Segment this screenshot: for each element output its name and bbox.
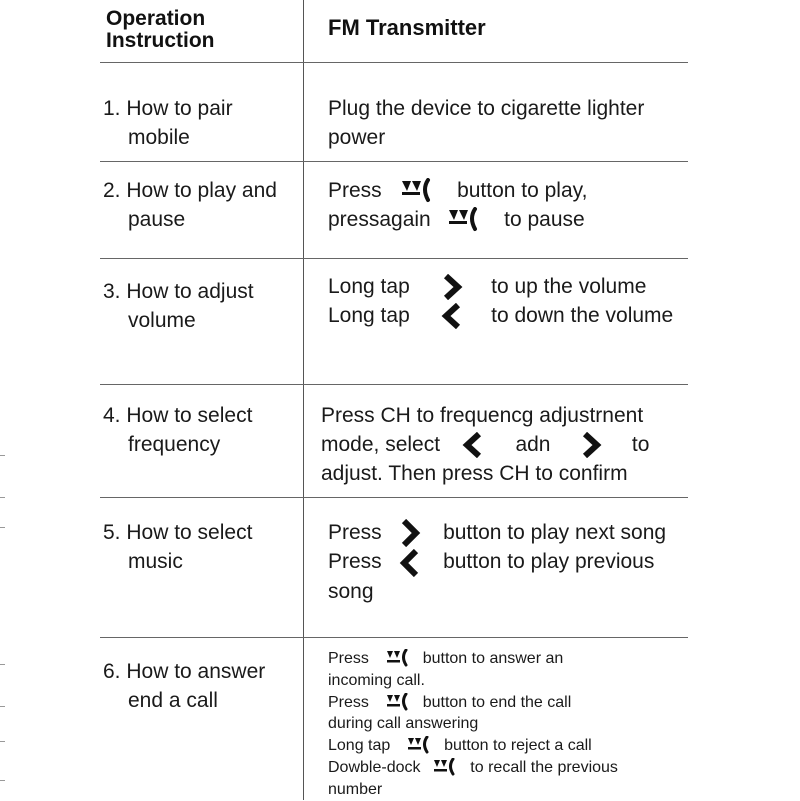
question-line: 4. How to select xyxy=(103,404,253,427)
play-pause-icon xyxy=(386,693,412,712)
chevron-left-icon xyxy=(441,303,463,329)
answer-line xyxy=(328,272,673,301)
edge-mark xyxy=(0,497,5,498)
question-line: 1. How to pair xyxy=(103,97,233,120)
answer-text: pressagain xyxy=(328,208,431,231)
edge-mark xyxy=(0,741,5,742)
play-pause-icon xyxy=(401,178,439,204)
chevron-right-icon xyxy=(441,274,463,300)
answer-text: to pause xyxy=(504,208,585,231)
question-line: frequency xyxy=(128,433,221,456)
question-line: pause xyxy=(128,208,186,231)
play-pause-icon xyxy=(448,207,486,233)
play-pause-icon xyxy=(407,736,433,755)
answer-line: power xyxy=(328,126,386,149)
answer-text: to down the volume xyxy=(491,304,674,327)
answer-text: Press xyxy=(328,521,382,544)
play-pause-icon xyxy=(386,649,412,668)
question-line: volume xyxy=(128,309,196,332)
question-line: mobile xyxy=(128,126,190,149)
row-divider xyxy=(100,497,688,498)
edge-mark xyxy=(0,706,5,707)
answer-text: mode, select xyxy=(321,433,441,456)
column-divider xyxy=(303,0,304,800)
answer-line xyxy=(328,205,587,234)
question-line: end a call xyxy=(128,689,218,712)
row-divider xyxy=(100,637,688,638)
question-line: 5. How to select xyxy=(103,521,253,544)
answer-line xyxy=(328,301,673,330)
edge-mark xyxy=(0,455,5,456)
question-2 xyxy=(103,176,277,234)
answer-line: song xyxy=(328,579,374,603)
answer-text: to recall the previous xyxy=(470,758,618,776)
question-line: 3. How to adjust xyxy=(103,280,254,303)
answer-text: button to reject a call xyxy=(444,737,592,755)
answer-text: button to answer an xyxy=(422,650,564,667)
answer-6 xyxy=(328,648,618,801)
answer-2 xyxy=(328,176,587,234)
answer-text: to up the volume xyxy=(491,275,647,298)
chevron-right-icon xyxy=(580,432,602,458)
question-3 xyxy=(103,277,254,335)
question-line: 2. How to play and xyxy=(103,179,277,202)
answer-text: button to play next song xyxy=(443,521,667,544)
answer-line: Press CH to frequencg adjustrnent xyxy=(321,404,644,427)
answer-line xyxy=(321,430,649,459)
chevron-left-icon xyxy=(462,432,484,458)
question-1 xyxy=(103,94,233,152)
answer-text: to xyxy=(631,433,650,456)
header-left-line1: Operation xyxy=(106,7,206,30)
answer-5 xyxy=(328,518,666,606)
row-divider xyxy=(100,161,688,162)
answer-text: button to end the call xyxy=(422,693,572,711)
answer-line xyxy=(328,735,618,757)
chevron-right-icon xyxy=(399,519,421,547)
edge-mark xyxy=(0,780,5,781)
question-line: 6. How to answer xyxy=(103,660,266,683)
answer-text: Dowble-dock xyxy=(328,758,421,776)
row-divider xyxy=(100,62,688,63)
answer-line: adjust. Then press CH to confirm xyxy=(321,462,628,485)
answer-line xyxy=(328,757,618,779)
answer-text: Long tap xyxy=(328,304,410,327)
play-pause-icon xyxy=(433,758,459,777)
answer-line: incoming call. xyxy=(328,671,425,689)
answer-text: button to play previous xyxy=(443,550,655,574)
answer-line xyxy=(328,648,618,670)
row-divider xyxy=(100,258,688,259)
answer-text: Press xyxy=(328,650,369,667)
answer-3 xyxy=(328,272,673,330)
answer-line xyxy=(328,547,666,576)
answer-line: number xyxy=(328,780,383,798)
row-divider xyxy=(100,384,688,385)
answer-text: adn xyxy=(515,433,551,456)
answer-line xyxy=(328,176,587,205)
answer-line xyxy=(328,518,666,547)
answer-text: Long tap xyxy=(328,275,410,298)
question-line: music xyxy=(128,550,183,573)
edge-mark xyxy=(0,664,5,665)
question-5 xyxy=(103,518,252,576)
answer-line xyxy=(328,692,618,714)
answer-4 xyxy=(321,401,649,488)
question-4 xyxy=(103,401,252,459)
header-left-line2: Instruction xyxy=(106,29,215,52)
chevron-left-icon xyxy=(399,549,421,577)
question-6 xyxy=(103,657,265,715)
header-operation-instruction xyxy=(106,8,215,52)
answer-text: Press xyxy=(328,693,369,711)
answer-text: Press xyxy=(328,179,382,202)
edge-mark xyxy=(0,527,5,528)
answer-line: Plug the device to cigarette lighter xyxy=(328,97,645,120)
answer-text: button to play, xyxy=(457,179,588,202)
header-fm-transmitter: FM Transmitter xyxy=(328,15,486,40)
answer-line: during call answering xyxy=(328,715,479,733)
answer-text: Long tap xyxy=(328,737,391,755)
answer-text: Press xyxy=(328,550,382,574)
answer-1 xyxy=(328,94,644,152)
